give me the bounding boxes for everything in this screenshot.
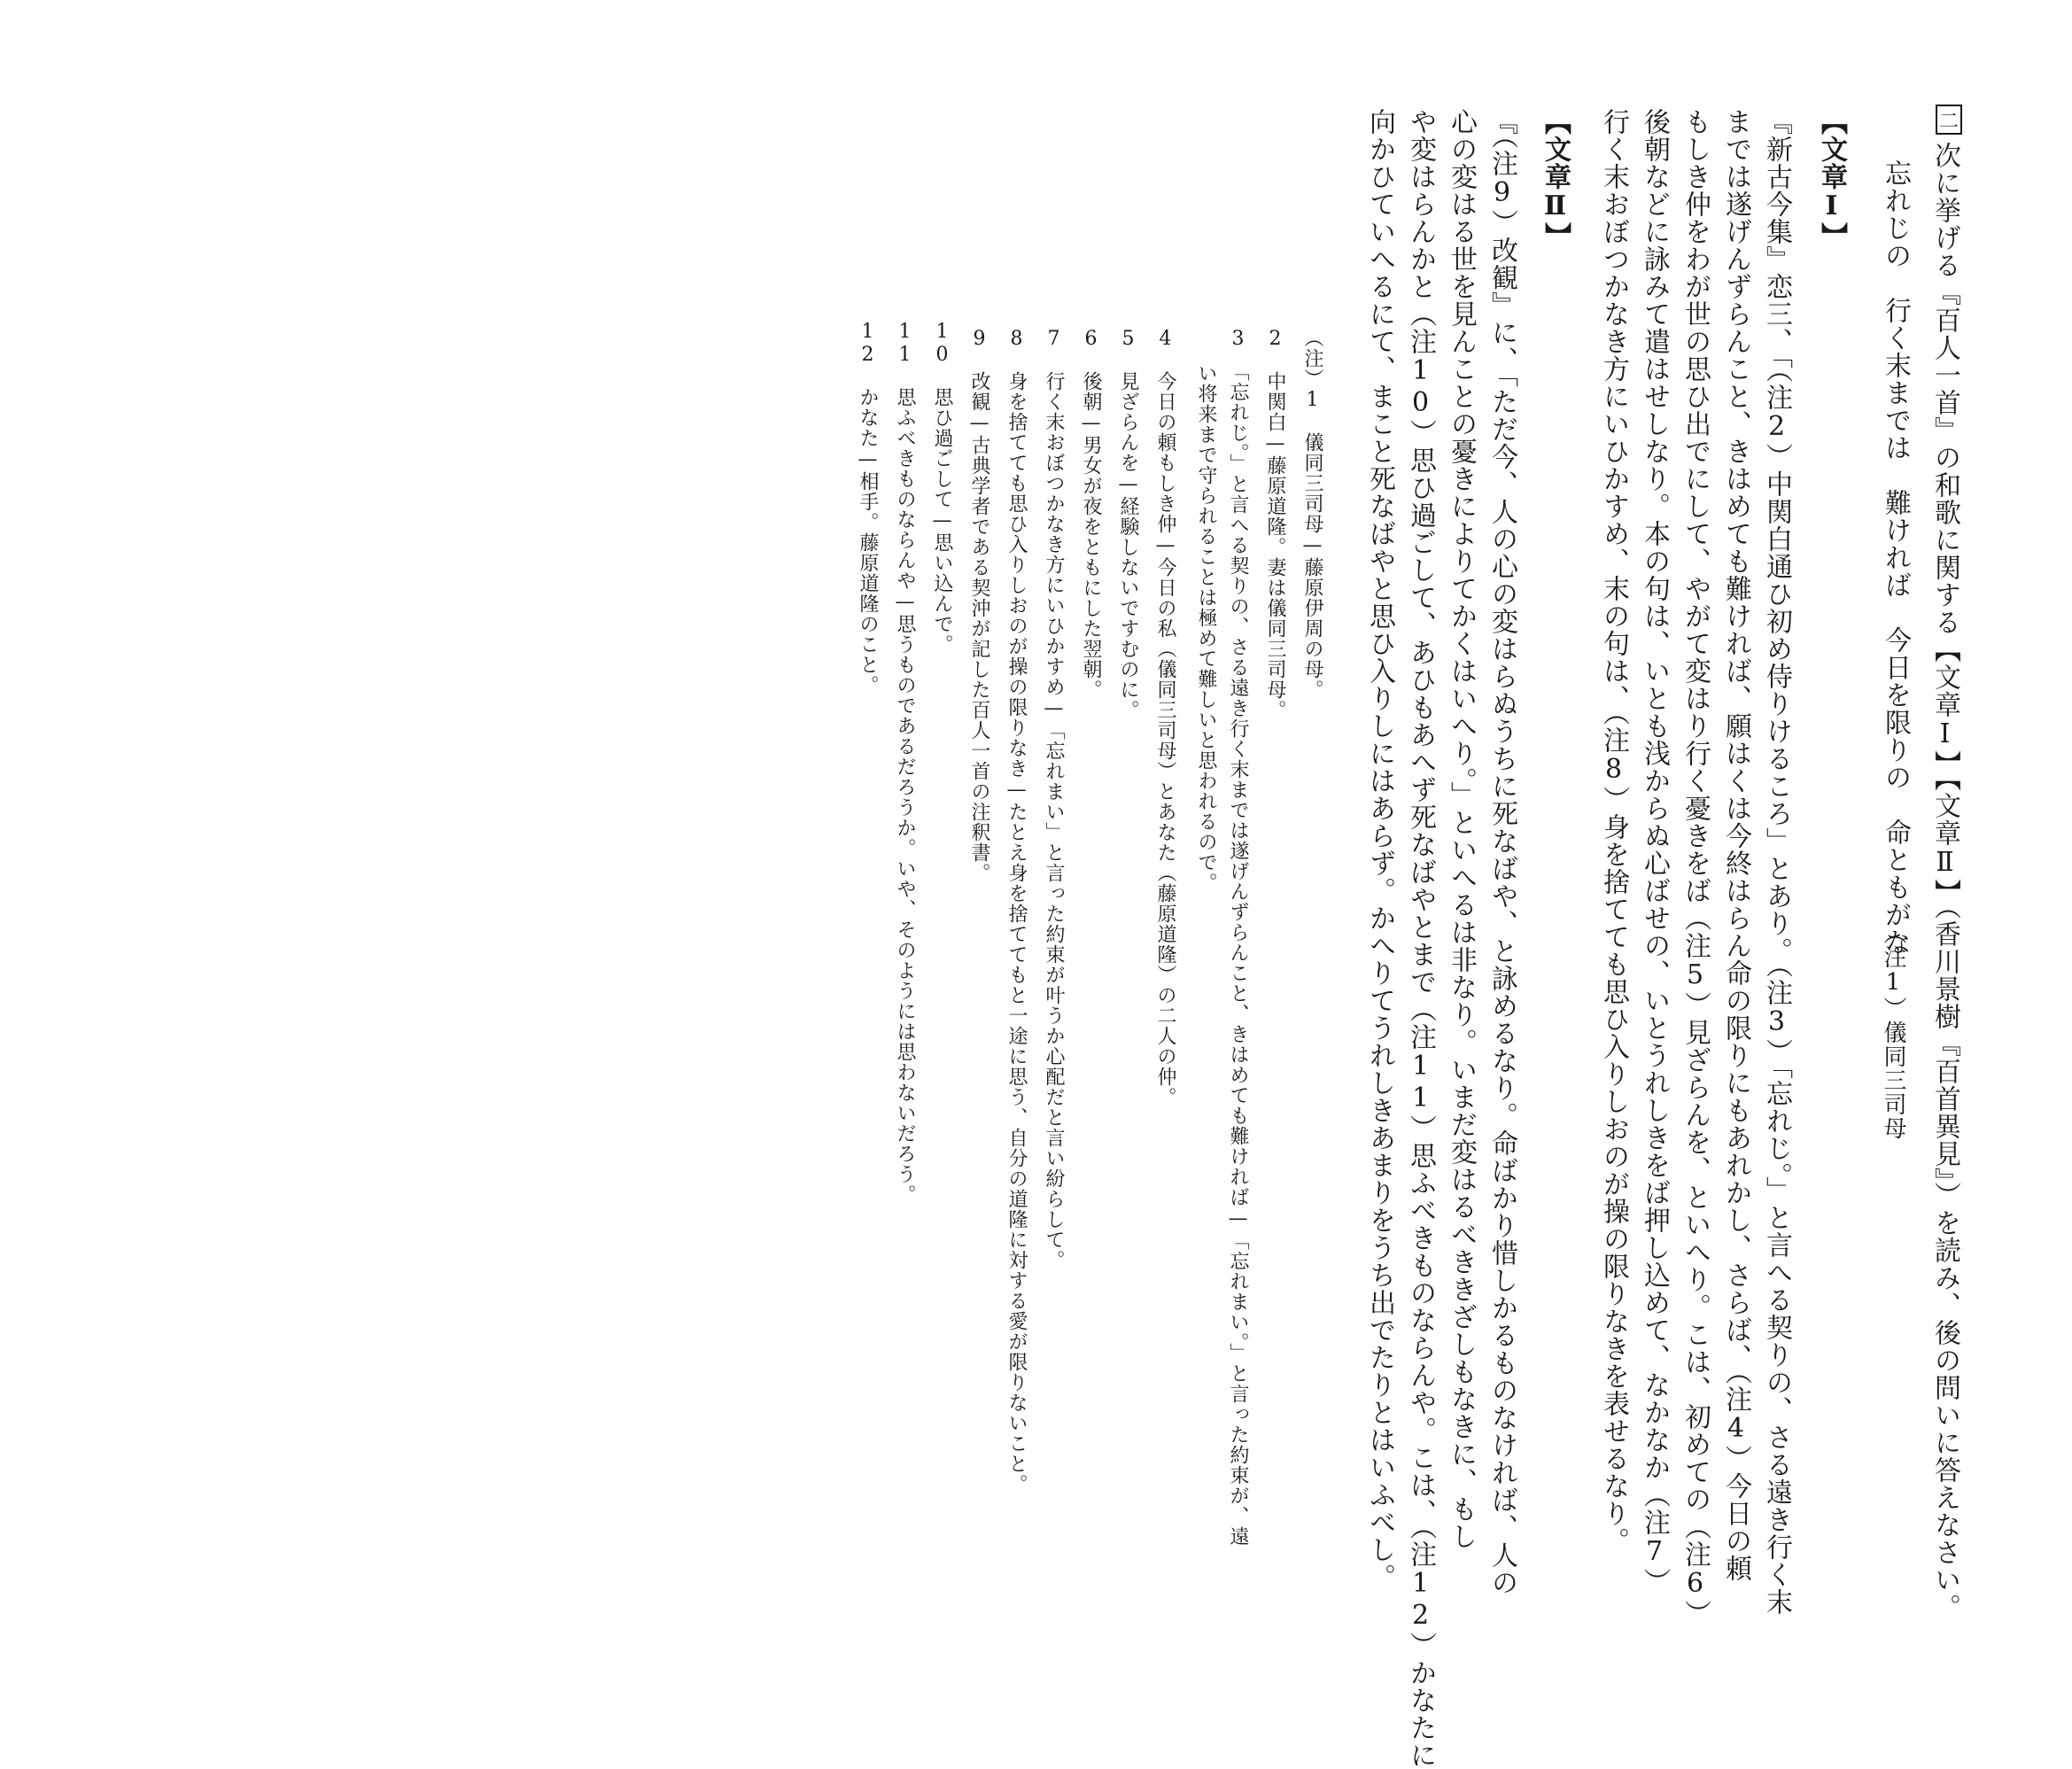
text1-heading: 【文章Ⅰ】 [1816,108,1847,250]
note-item: い将来まで守られることは極めて難しいと思われるので。 [1195,363,1217,893]
note-item: 3 「忘れじ。」と言へる契りの、さる遠き行く末までは遂げんずらんこと、きはめても難ければ—「忘れまい。」と言った約束が、遠 [1227,328,1249,1547]
text2-line: 『（注9）改観』に、「ただ今、人の心の変はらぬうちに死なばや、と詠めるなり。命ばかり惜しかるものなければ、人の [1486,108,1517,1596]
note-item: 4 今日の頼もしき仲—今日の私（儀同三司母）とあなた（藤原道隆）の二人の仲。 [1154,328,1176,1107]
text1-line: 行く末おぼつかなき方にいひかすめ、末の句は、（注8）身を捨てても思ひ入りしおのが操の限りなきを表せるなり。 [1598,108,1629,1555]
question-instruction: 次に挙げる『百人一首』の和歌に関する【文章Ⅰ】【文章Ⅱ】（香川景樹『百首異見』）を読み、後の問いに答えなさい。 [1929,142,1960,1621]
note-item: 8 身を捨てても思ひ入りしおのが操の限りなき—たとえ身を捨ててもと一途に思う、自分の道隆に対する愛が限りないこと。 [1005,328,1028,1494]
text2-heading: 【文章Ⅱ】 [1540,108,1571,250]
note-item: 10 思ひ過ごして—思い込んで。 [931,321,953,655]
note-item: 2 中関白—藤原道隆。妻は儀同三司母。 [1264,328,1286,720]
text1-line: もしき仲をわが世の思ひ出でにして、やがて変はり行く憂きをば（注5）見ざらんを、といへり。こは、初めての（注6） [1680,108,1711,1627]
text1-line: 後朝などに詠みて遣はせしなり。本の句は、いとも浅からぬ心ばせの、いとうれしきをば押し込めて、なかなか（注7） [1639,108,1670,1595]
note-item: 9 改観—古典学者である契沖が記した百人一首の注釈書。 [968,328,990,883]
note-item: 6 後朝—男女が夜をともにした翌朝。 [1080,328,1102,700]
text2-line: や変はらんかと（注10）思ひ過ごして、あひもあへず死なばやとまで（注11）思ふべきものならんや。こは、（注12）かなたに [1405,108,1436,1769]
question-number: 二 [1938,110,1959,133]
note-item: 5 見ざらんを—経験しないですむのに。 [1117,328,1139,720]
question-number-box [1936,105,1962,135]
text2-line: 向かひていへるにて、まこと死なばやと思ひ入りしにはあらず。かへりてうれしきあまりをうち出でたりとはいふべし。 [1364,108,1395,1591]
note-item: 12 かなた—相手。藤原道隆のこと。 [857,321,879,695]
text1-line: 『新古今集』恋三、「（注2）中関白通ひ初め侍りけるころ」とあり。（注3）「忘れじ。」と言へる契りの、さる遠き行く末 [1761,108,1792,1616]
poem-text: 忘れじの 行く末までは 難ければ 今日を限りの 命ともがな [1880,159,1911,956]
text1-line: までは遂げんずらんこと、きはめても難ければ、願はくは今終はらん命の限りにもあれかし、さらば、（注4）今日の頼 [1720,108,1751,1582]
note-item: 7 行く末おぼつかなき方にいひかすめ—「忘れまい」と言った約束が叶うか心配だと言い紛らして。 [1043,328,1065,1270]
note-item: （注）1 儀同三司母—藤原伊周の母。 [1301,328,1323,700]
poem-author: （注1）儀同三司母 [1880,921,1906,1140]
note-item: 11 思ふべきものならんや—思うものであるだろうか。いや、そのようには思わないだろう。 [894,321,916,1205]
text2-line: 心の変はる世を見んことの憂きによりてかくはいへり。」といへるは非なり。いまだ変はるべききざしもなきに、もし [1446,108,1477,1550]
